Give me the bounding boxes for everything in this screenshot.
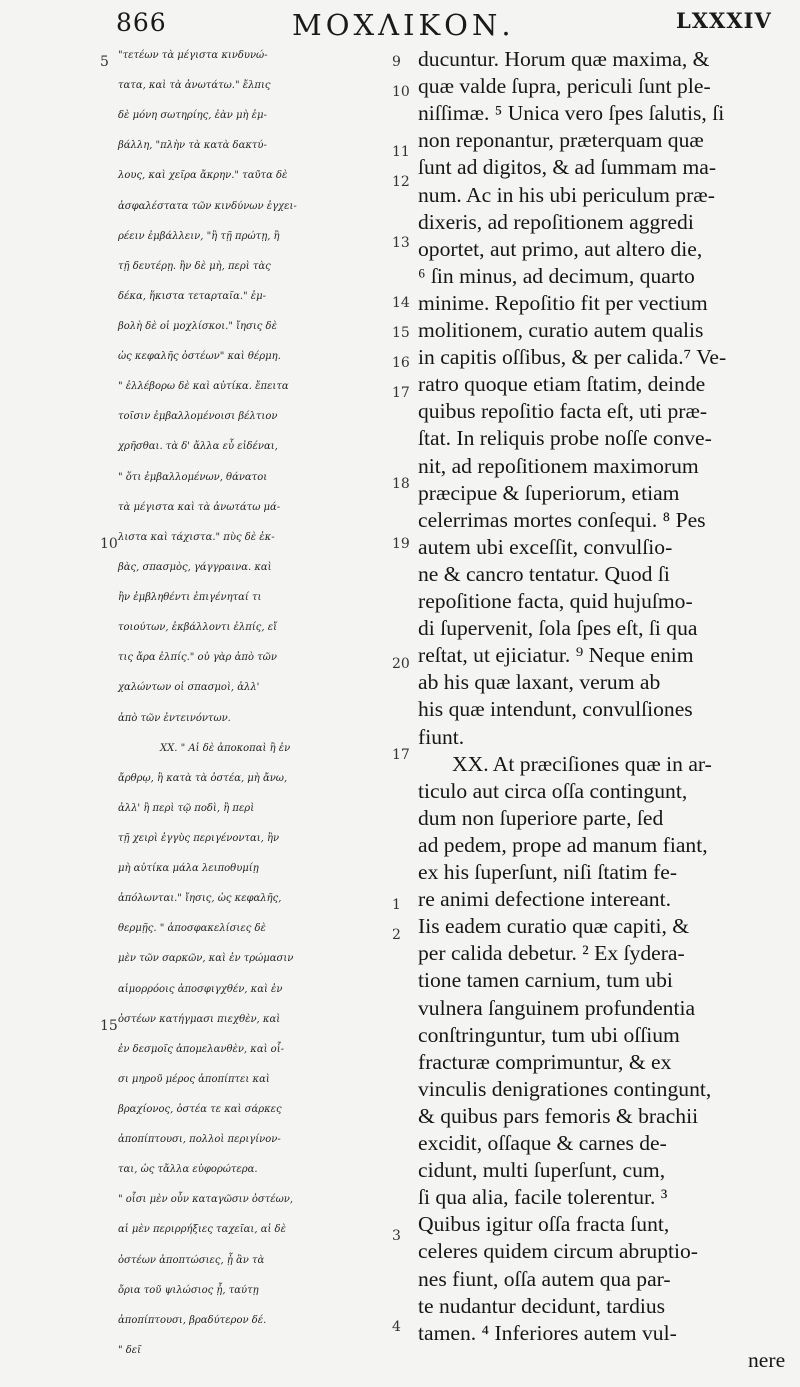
- greek-line: τὰ μέγιστα καὶ τὰ ἀνωτάτω μά-: [118, 501, 281, 513]
- greek-line: "τετέων τὰ μέγιστα κινδυνώ-: [118, 50, 268, 61]
- greek-line: ἄρθρῳ, ἢ κατὰ τὰ ὀστέα, μὴ ἄνω,: [118, 772, 288, 784]
- latin-line: fracturæ comprimuntur, & ex: [418, 1049, 672, 1074]
- latin-line: niſſimæ. ⁵ Unica vero ſpes ſalutis, ſi: [418, 101, 725, 126]
- line-number: 5: [100, 54, 109, 70]
- latin-line: cidunt, multi ſuperſunt, cum,: [418, 1158, 666, 1183]
- line-number: 9: [392, 54, 401, 70]
- latin-line: ducuntur. Horum quæ maxima, &: [418, 47, 710, 71]
- greek-line: " οἷσι μὲν οὖν καταγῶσιν ὀστέων,: [118, 1194, 294, 1206]
- greek-line: δὲ μόνη σωτηρίης, ἐὰν μὴ ἐμ-: [118, 110, 267, 122]
- latin-line: tamen. ⁴ Inferiores autem vul-: [418, 1320, 677, 1345]
- running-title: ΜΟΧΛΙΚΟΝ.: [292, 8, 515, 42]
- greek-line: δέκα, ἥκιστα τεταρταῖα." ἐμ-: [118, 290, 267, 302]
- latin-line: ratro quoque etiam ſtatim, deinde: [418, 372, 706, 397]
- latin-line: di ſupervenit, ſola ſpes eſt, ſi qua: [418, 616, 698, 641]
- greek-line: " δεῖ: [118, 1344, 142, 1356]
- latin-line: ſi qua alia, facile tolerentur. ³: [418, 1185, 668, 1210]
- latin-line: dum non ſuperiore parte, ſed: [418, 805, 664, 830]
- greek-line: τις ἄρα ἐλπίς." οὐ γὰρ ἀπὸ τῶν: [118, 652, 277, 664]
- latin-line: ne & cancro tentatur. Quod ſi: [418, 561, 670, 586]
- greek-line: ἀποπίπτουσι, βραδύτερον δέ.: [118, 1314, 267, 1326]
- latin-line: vinculis denigrationes contingunt,: [418, 1076, 712, 1101]
- line-number: 12: [392, 174, 410, 191]
- greek-line: ται, ὡς τἄλλα εὐφορώτερα.: [118, 1164, 258, 1176]
- greek-line: τατα, καὶ τὰ ἀνωτάτω." ἔλπις: [118, 80, 271, 92]
- line-number: 17: [392, 746, 410, 763]
- latin-line: dixeris, ad repoſitionem aggredi: [418, 209, 694, 234]
- greek-line: αἱ μὲν περιρρήξιες ταχεῖαι, αἱ δὲ: [118, 1224, 286, 1236]
- greek-line: βολὴ δὲ οἱ μοχλίσκοι." ἴησις δὲ: [118, 321, 277, 333]
- line-number: 4: [392, 1318, 401, 1335]
- line-number: 14: [392, 294, 410, 311]
- greek-line: χρῆσθαι. τὰ δ' ἄλλα εὖ εἰδέναι,: [118, 441, 278, 453]
- latin-line: ſunt ad digitos, & ad ſummam ma-: [418, 155, 717, 180]
- latin-line: per calida debetur. ² Ex ſydera-: [418, 941, 685, 966]
- greek-line: χαλώντων οἱ σπασμοὶ, ἀλλ': [118, 682, 260, 694]
- line-number: 15: [392, 325, 410, 342]
- latin-line: autem ubi exceſſit, convulſio-: [418, 534, 673, 559]
- latin-line: nere: [748, 1347, 786, 1372]
- greek-line: ἐν δεσμοῖς ἀπομελανθὲν, καὶ οἷ-: [118, 1043, 284, 1055]
- greek-line: βὰς, σπασμὸς, γάγγραινα. καὶ: [118, 561, 272, 573]
- latin-line: repoſitione facta, quid hujuſmo-: [418, 589, 693, 614]
- greek-line: " ἐλλέβορω δὲ καὶ αὐτίκα. ἔπειτα: [118, 381, 289, 393]
- page-number: 866: [116, 8, 167, 37]
- latin-line: minime. Repoſitio fit per vectium: [418, 290, 708, 315]
- greek-line: ἀλλ' ἢ περὶ τῷ ποδὶ, ἢ περὶ: [118, 802, 255, 814]
- greek-line: βάλλη, "πλὴν τὰ κατὰ δακτύ-: [118, 140, 267, 152]
- greek-line: XX. " Αἱ δὲ ἀποκοπαὶ ἢ ἐν: [160, 742, 291, 754]
- latin-line: ſtat. In reliquis probe noſſe conve-: [418, 426, 712, 451]
- line-number: 3: [392, 1228, 401, 1245]
- line-number: 13: [392, 234, 410, 251]
- greek-line: τοιούτων, ἐκβάλλοντι ἐλπίς, εἴ: [118, 622, 278, 634]
- latin-line: re animi defectione intereant.: [418, 887, 671, 912]
- latin-line: Quibus igitur oſſa fracta ſunt,: [418, 1212, 670, 1237]
- latin-line: vulnera ſanguinem profundentia: [418, 995, 696, 1020]
- latin-line: ex his ſuperſunt, niſi ſtatim fe-: [418, 860, 678, 885]
- greek-line: τῇ χειρὶ ἐγγὺς περιγένονται, ἢν: [118, 832, 280, 844]
- line-number: 16: [392, 355, 410, 372]
- line-number: 15: [100, 1017, 118, 1034]
- line-number: 19: [392, 535, 410, 552]
- greek-line: λιστα καὶ τάχιστα." πὺς δὲ ἐκ-: [118, 531, 275, 543]
- greek-line: ἀποπίπτουσι, πολλοὶ περιγίνον-: [118, 1134, 281, 1146]
- latin-line: reſtat, ut ejiciatur. ⁹ Neque enim: [418, 643, 694, 668]
- latin-line: præcipue & ſuperiorum, etiam: [418, 480, 680, 505]
- greek-line: μὲν τῶν σαρκῶν, καὶ ἐν τρώμασιν: [118, 953, 294, 965]
- greek-line: σι μηροῦ μέρος ἀποπίπτει καὶ: [118, 1073, 270, 1085]
- latin-line: nit, ad repoſitionem maximorum: [418, 453, 699, 478]
- latin-line: ad pedem, prope ad manum fiant,: [418, 832, 708, 857]
- gathering-signature: LXXXIV: [676, 8, 772, 33]
- greek-line: αἱμορρόοις ἀποσφιγχθέν, καὶ ἐν: [118, 983, 283, 995]
- latin-line: excidit, oſſaque & carnes de-: [418, 1131, 667, 1156]
- latin-line: celerrimas mortes conſequi. ⁸ Pes: [418, 507, 706, 532]
- line-number: 10: [392, 84, 410, 101]
- greek-line: θερμῇς. " ἀποσφακελίσιες δὲ: [118, 923, 266, 935]
- latin-line: non reponantur, præterquam quæ: [418, 128, 704, 153]
- latin-line: in capitis oſſibus, & per calida.⁷ Ve-: [418, 345, 727, 370]
- line-number: 18: [392, 475, 410, 492]
- greek-line: ἀπόλωνται." ἴησις, ὡς κεφαλῆς,: [118, 893, 282, 905]
- latin-line: celeres quidem circum abruptio-: [418, 1239, 699, 1264]
- latin-line: & quibus pars femoris & brachii: [418, 1103, 699, 1128]
- latin-line: ⁶ ſin minus, ad decimum, quarto: [418, 263, 695, 288]
- greek-line: ὀστέων ἀποπτώσιες, ᾗ ἂν τὰ: [118, 1254, 265, 1266]
- latin-line: molitionem, curatio autem qualis: [418, 318, 704, 343]
- greek-line: τῇ δευτέρῃ. ἢν δὲ μὴ, περὶ τὰς: [118, 260, 271, 272]
- latin-line: num. Ac in his ubi periculum præ-: [418, 182, 715, 207]
- latin-line: quæ valde ſupra, periculi ſunt ple-: [418, 74, 711, 99]
- column-gutter: [404, 48, 405, 1378]
- greek-line: ἀπὸ τῶν ἐντεινόντων.: [118, 712, 231, 724]
- latin-line: ab his quæ laxant, verum ab: [418, 670, 661, 695]
- line-number: 2: [392, 927, 401, 944]
- greek-line: μὴ αὐτίκα μάλα λειποθυμίῃ: [118, 863, 259, 875]
- latin-line: ticulo aut circa oſſa contingunt,: [418, 778, 688, 803]
- greek-line: ἢν ἐμβληθέντι ἐπιγένηταί τι: [118, 592, 262, 604]
- greek-line: ὄρια τοῦ ψιλώσιος ᾖ, ταύτῃ: [118, 1284, 259, 1296]
- latin-line: fiunt.: [418, 724, 465, 749]
- line-number: 20: [392, 656, 410, 673]
- line-number: 10: [100, 535, 118, 552]
- latin-line: te nudantur decidunt, tardius: [418, 1293, 666, 1318]
- latin-line: tione tamen carnium, tum ubi: [418, 968, 673, 993]
- latin-line: quibus repoſitio facta eſt, uti præ-: [418, 399, 708, 424]
- greek-line: ρέειν ἐμβάλλειν, "ἢ τῇ πρώτῃ, ἢ: [118, 230, 280, 242]
- greek-line: λους, καὶ χεῖρα ἄκρην." ταῦτα δὲ: [118, 170, 288, 182]
- latin-line: XX. At præciſiones quæ in ar-: [452, 751, 712, 776]
- latin-line: oportet, aut primo, aut altero die,: [418, 236, 703, 261]
- greek-line: ὡς κεφαλῆς ὀστέων" καὶ θέρμη.: [118, 351, 281, 363]
- latin-line: nes fiunt, oſſa autem qua par-: [418, 1266, 671, 1291]
- greek-line: τοῖσιν ἐμβαλλομένοισι βέλτιον: [118, 411, 278, 423]
- latin-line: conſtringuntur, tum ubi oſſium: [418, 1022, 680, 1047]
- line-number: 1: [392, 897, 401, 914]
- greek-line: ὀστέων κατήγμασι πιεχθὲν, καὶ: [118, 1013, 281, 1025]
- latin-line: Iis eadem curatio quæ capiti, &: [418, 914, 690, 939]
- greek-line: " ὅτι ἐμβαλλομένων, θάνατοι: [118, 471, 268, 483]
- line-number: 17: [392, 385, 410, 402]
- greek-line: ἀσφαλέστατα τῶν κινδύνων ἐγχει-: [118, 200, 297, 212]
- running-header: [0, 8, 800, 48]
- line-number: 11: [392, 144, 410, 161]
- latin-line: his quæ intendunt, convulſiones: [418, 697, 693, 722]
- greek-line: βραχίονος, ὀστέα τε καὶ σάρκες: [118, 1103, 282, 1115]
